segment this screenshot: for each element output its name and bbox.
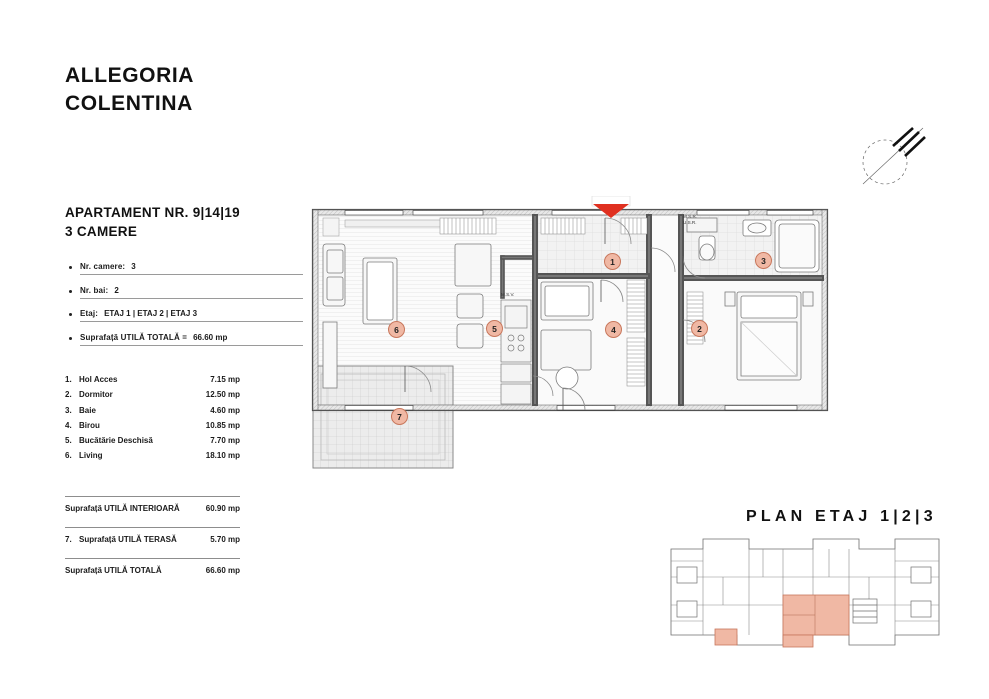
spec-label-total-area: Suprafață UTILĂ TOTALĂ = bbox=[80, 332, 188, 342]
room-badge-1: 1 bbox=[604, 253, 621, 270]
table-row bbox=[65, 422, 240, 431]
brand-line-1: ALLEGORIA bbox=[65, 64, 195, 87]
brand-title bbox=[65, 62, 194, 117]
total-overall-area bbox=[65, 558, 240, 585]
spec-label-rooms: Nr. camere: bbox=[80, 262, 126, 271]
divider bbox=[65, 496, 240, 497]
spec-value-baths: 2 bbox=[114, 285, 119, 295]
room-badge-7: 7 bbox=[391, 408, 408, 425]
terrace-number: 7. bbox=[65, 535, 72, 544]
spec-label-floor: Etaj: bbox=[80, 309, 99, 318]
spec-value-total-area: 66.60 mp bbox=[193, 332, 228, 342]
total-interior-area bbox=[65, 496, 240, 523]
apartment-floor-plan bbox=[305, 196, 835, 476]
total-terrace-area bbox=[65, 527, 240, 554]
room-number: 2. bbox=[65, 390, 72, 400]
room-number: 3. bbox=[65, 405, 72, 415]
room-name: Hol Acces bbox=[79, 375, 118, 384]
room-badge-6: 6 bbox=[388, 321, 405, 338]
brand-line-2: COLENTINA bbox=[65, 91, 193, 115]
room-area: 7.70 mp bbox=[210, 436, 240, 446]
room-number: 1. bbox=[65, 375, 72, 384]
divider bbox=[65, 558, 240, 559]
specs-list bbox=[68, 262, 303, 356]
table-row bbox=[65, 391, 240, 400]
room-area: 4.60 mp bbox=[210, 405, 240, 415]
spec-item-baths bbox=[68, 286, 303, 299]
spec-item-floor bbox=[68, 309, 303, 322]
spec-value-floor: ETAJ 1 | ETAJ 2 | ETAJ 3 bbox=[104, 309, 198, 318]
svg-text:U.S.R.: U.S.R. bbox=[683, 220, 697, 225]
svg-text:M.S.V.: M.S.V. bbox=[501, 292, 515, 297]
room-number: 5. bbox=[65, 436, 72, 446]
floor-plan-title: PLAN ETAJ 1|2|3 bbox=[746, 508, 937, 525]
table-row bbox=[65, 437, 240, 446]
room-badge-4: 4 bbox=[605, 321, 622, 338]
apartment-subtitle: 3 CAMERE bbox=[65, 224, 138, 240]
building-key-plan bbox=[663, 531, 948, 651]
table-row bbox=[65, 452, 240, 461]
svg-text:M.S.R.: M.S.R. bbox=[683, 214, 698, 219]
room-name: Birou bbox=[79, 420, 100, 430]
total-overall-value: 66.60 mp bbox=[205, 566, 240, 575]
spec-item-rooms bbox=[68, 262, 303, 275]
apartment-header bbox=[65, 203, 240, 241]
room-name: Baie bbox=[79, 405, 96, 415]
north-arrow-icon bbox=[855, 118, 931, 194]
table-row bbox=[65, 407, 240, 416]
room-badge-5: 5 bbox=[486, 320, 503, 337]
room-name: Living bbox=[79, 451, 103, 461]
rooms-table bbox=[65, 376, 240, 468]
room-name: Dormitor bbox=[79, 390, 113, 400]
table-row bbox=[65, 376, 240, 385]
room-area: 10.85 mp bbox=[205, 420, 240, 430]
room-badge-2: 2 bbox=[691, 320, 708, 337]
total-terrace-label: Suprafață UTILĂ TERASĂ bbox=[79, 535, 177, 544]
divider bbox=[65, 527, 240, 528]
room-area: 12.50 mp bbox=[205, 390, 240, 400]
total-terrace-value: 5.70 mp bbox=[210, 535, 240, 544]
total-overall-label: Suprafață UTILĂ TOTALĂ bbox=[65, 566, 162, 575]
spec-label-baths: Nr. bai: bbox=[80, 285, 109, 295]
apartment-title: APARTAMENT NR. 9|14|19 bbox=[65, 205, 240, 220]
total-interior-value: 60.90 mp bbox=[205, 504, 240, 513]
room-name: Bucătărie Deschisă bbox=[79, 436, 153, 446]
room-number: 6. bbox=[65, 451, 72, 461]
room-area: 18.10 mp bbox=[205, 451, 240, 461]
room-area: 7.15 mp bbox=[210, 375, 240, 384]
total-interior-label: Suprafață UTILĂ INTERIOARĂ bbox=[65, 504, 180, 513]
spec-item-total-area bbox=[68, 333, 303, 346]
room-number: 4. bbox=[65, 420, 72, 430]
spec-value-rooms: 3 bbox=[131, 262, 136, 271]
room-badge-3: 3 bbox=[755, 252, 772, 269]
